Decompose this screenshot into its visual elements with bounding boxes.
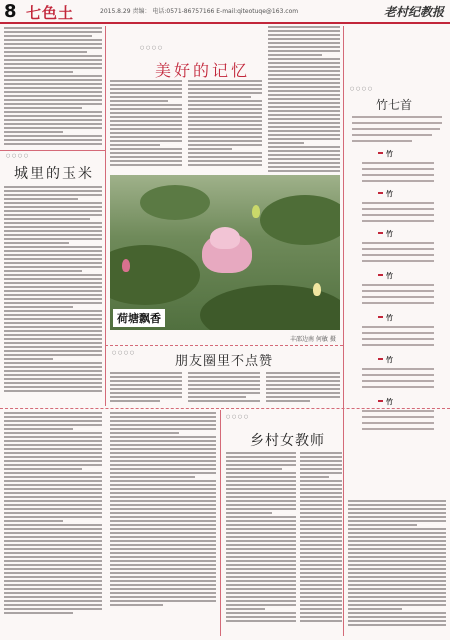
- byline: ○ ○ ○ ○: [112, 350, 135, 356]
- photo-credit: 丰邵边南 何敏 摄: [290, 336, 336, 343]
- poem-subhead: 竹: [386, 314, 393, 322]
- lotus-bud: [122, 259, 130, 272]
- poem-subhead: 竹: [386, 356, 393, 364]
- article-text-block: [188, 372, 260, 404]
- lotus-bud: [313, 283, 321, 296]
- page-number: 8: [4, 1, 17, 22]
- column-rule: [343, 26, 344, 636]
- poem-subhead: 竹: [386, 398, 393, 406]
- masthead: [0, 0, 450, 24]
- byline: ○ ○ ○ ○: [6, 153, 29, 159]
- article-text-block: [110, 412, 216, 608]
- article-title: 城里的玉米: [14, 166, 94, 182]
- article-title: 竹七首: [376, 98, 413, 112]
- photo-caption: 荷塘飘香: [113, 309, 165, 327]
- article-text-block: [110, 372, 182, 404]
- lotus-bud: [252, 205, 260, 218]
- article-text-block: [188, 80, 262, 168]
- article-title: 朋友圈里不点赞: [175, 354, 274, 369]
- byline: ○ ○ ○ ○: [226, 414, 249, 420]
- article-text-block: [348, 500, 446, 628]
- poem-subhead: 竹: [386, 190, 393, 198]
- section-rule: [0, 150, 105, 151]
- poem-subhead: 竹: [386, 150, 393, 158]
- article-text-block: [110, 80, 182, 168]
- article-title: 乡村女教师: [250, 433, 325, 449]
- article-text-block: [226, 452, 296, 624]
- article-title: 美好的记忆: [155, 61, 251, 80]
- poem-sidebar: [348, 86, 446, 496]
- lotus-photo: [110, 175, 340, 330]
- article-text-block: [266, 372, 340, 404]
- poem-subhead: 竹: [386, 272, 393, 280]
- article-text-block: [4, 412, 102, 616]
- column-rule: [220, 410, 221, 636]
- article-text-block: [4, 27, 102, 147]
- section-name: 七色土: [26, 4, 75, 22]
- poem-subhead: 竹: [386, 230, 393, 238]
- byline: ○ ○ ○ ○: [140, 45, 163, 51]
- article-text-block: [268, 26, 340, 174]
- column-rule: [105, 26, 106, 406]
- article-text-block: [300, 452, 342, 624]
- byline: ○ ○ ○ ○: [350, 86, 373, 92]
- paper-logo: 老村纪教报: [383, 5, 444, 19]
- section-rule: [105, 345, 343, 346]
- issue-info: 2015.8.29 责编： 电话:0571-86757166 E-mail:qiteotuqe@163.com: [100, 8, 299, 15]
- article-text-block: [4, 186, 102, 394]
